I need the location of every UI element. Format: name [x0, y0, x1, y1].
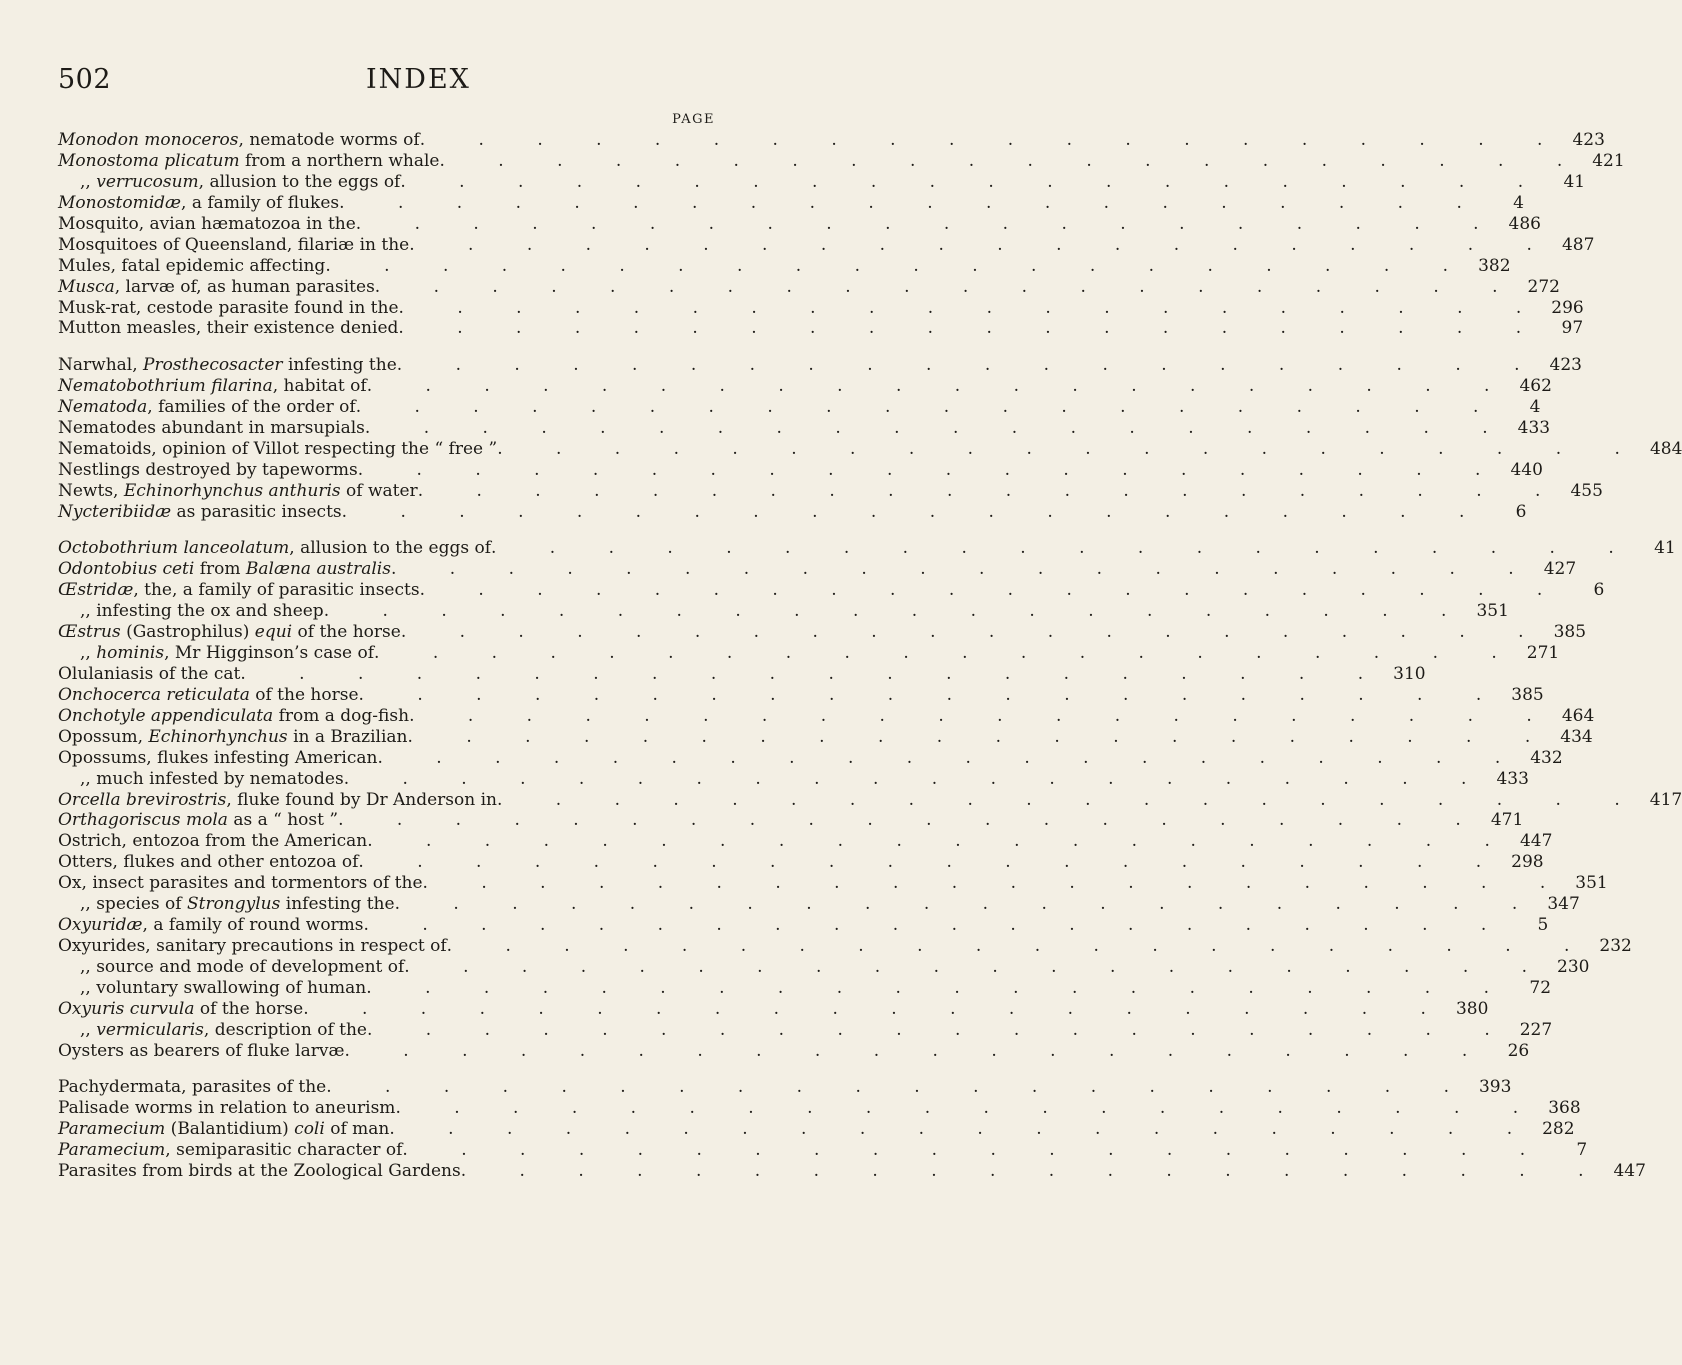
dot-leader: . . . . . . . . . . . . . . . . . . . . [419, 580, 1567, 601]
index-entry [58, 1119, 1575, 1140]
entry-text-segment: , nematode worms of [238, 130, 420, 150]
page-ref: 484 [1649, 438, 1682, 459]
dot-leader: . . . . . . . . . . . . . . . . . . . . [341, 501, 1489, 522]
entry-text-segment: of man [324, 1119, 390, 1140]
entry-text [58, 376, 367, 397]
index-entry [58, 1040, 1530, 1062]
index-entry [58, 130, 1605, 151]
dot-leader: . . . . . . . . . . . . . . . . . . . . [446, 936, 1594, 957]
running-head: INDEX [366, 64, 471, 95]
entry-text [58, 481, 418, 502]
index-entry [58, 480, 1603, 502]
dot-leader: . . . . . . . . . . . . . . . . . . . . [394, 894, 1542, 915]
index-entry [58, 234, 1595, 256]
entry-text-segment: , habitat of [272, 376, 367, 396]
entry-italic-term: Onchocerca reticulata [58, 684, 250, 705]
index-entry [58, 417, 1551, 439]
dot-leader: . . . . . . . . . . . . . . . . . . . . [326, 1077, 1473, 1098]
entry-italic-term: Monodon monoceros [58, 130, 239, 150]
page-ref: 230 [1557, 957, 1590, 977]
entry-text-segment: , the, a family of parasitic insects [133, 580, 420, 601]
entry-text-segment: from a northern whale [239, 150, 440, 171]
page-ref: 232 [1599, 936, 1632, 957]
entry-text [58, 151, 439, 172]
index-entry [58, 318, 1584, 339]
dot-leader: . . . . . . . . . . . . . . . . . . . . [358, 852, 1506, 873]
page-ref: 432 [1530, 747, 1563, 768]
entry-text [58, 643, 374, 664]
index-entry [58, 601, 1509, 622]
page-ref: 380 [1455, 998, 1489, 1019]
entry-italic-term: Oxyuris curvula [58, 998, 195, 1019]
entry-text [58, 397, 356, 418]
index-entry [58, 936, 1632, 957]
dot-leader: . . . . . . . . . . . . . . . . . . . . [422, 873, 1570, 894]
entry-italic-term: coli [294, 1119, 325, 1140]
index-entry [58, 642, 1560, 664]
dot-leader: . . . . . . . . . . . . . . . . . . . . [439, 150, 1587, 171]
entry-italic-term: vermicularis [96, 1019, 204, 1040]
entry-text-segment: Nestlings destroyed by tapeworms [58, 459, 358, 480]
entry-italic-term: Paramecium [58, 1119, 166, 1140]
dot-leader: . . . . . . . . . . . . . . . . . . . . [363, 915, 1511, 936]
entry-text [58, 1077, 326, 1098]
page-ref: 7 [1576, 1140, 1588, 1161]
entry-text [58, 601, 324, 622]
dot-leader: . . . . . . . . . . . . . . . . . . . . [325, 255, 1473, 276]
entry-text-segment: ,, source and mode of development of [80, 957, 405, 977]
page-ref: 385 [1511, 684, 1544, 705]
entry-italic-term: Orcella brevirostris [58, 789, 227, 810]
entry-text-segment: Nematodes abundant in marsupials [58, 417, 365, 438]
entry-text-segment: , Mr Higginson’s case of [164, 642, 375, 663]
dot-leader: . . . . . . . . . . . . . . . . . . . . [240, 663, 1388, 684]
index-entry [58, 396, 1541, 418]
entry-text [58, 831, 367, 852]
dot-leader: . . . . . . . . . . . . . . . . . . . . [409, 234, 1556, 255]
page-ref: 382 [1478, 255, 1511, 276]
entry-text [58, 790, 497, 811]
index-group [58, 1077, 1646, 1182]
index-entry [58, 873, 1608, 894]
index-entry [58, 768, 1529, 790]
dot-leader: . . . . . . . . . . . . . . . . . . . . [398, 297, 1546, 318]
entry-text [58, 298, 399, 319]
entry-text-segment: Opossum, [58, 726, 149, 747]
entry-text [58, 873, 423, 894]
page-ref: 6 [1593, 580, 1605, 601]
page-ref: 417 [1649, 789, 1682, 810]
page-ref: 487 [1561, 234, 1595, 255]
entry-text-segment: , a family of round worms [142, 915, 364, 936]
dot-leader: . . . . . . . . . . . . . . . . . . . . [367, 831, 1514, 852]
entry-text-segment: as parasitic insects [171, 501, 342, 522]
entry-text-segment: , families of the order of [147, 396, 356, 417]
entry-text [58, 915, 364, 936]
entry-text-segment: as a “ host ” [227, 810, 339, 831]
page-ref: 423 [1549, 355, 1582, 376]
entry-text [58, 355, 397, 376]
page-ref: 72 [1529, 977, 1552, 998]
entry-text-segment: of water [340, 480, 418, 501]
entry-text [58, 957, 404, 978]
entry-text [58, 769, 344, 790]
page-ref: 393 [1478, 1077, 1512, 1098]
index-entry [58, 171, 1586, 193]
index-entry [58, 726, 1593, 748]
index-entry [58, 894, 1580, 915]
entry-text [58, 580, 420, 601]
dot-leader: . . . . . . . . . . . . . . . . . . . . [339, 192, 1486, 213]
entry-italic-term: Monostomidæ [58, 192, 182, 213]
index-entry [58, 213, 1541, 235]
page-ref: 296 [1551, 297, 1584, 318]
index-entry [58, 438, 1682, 460]
entry-italic-term: Musca [58, 276, 115, 297]
entry-text-segment: Mosquitoes of Queensland, filariæ in the [58, 234, 410, 255]
index-entry [58, 580, 1605, 601]
entry-italic-term: Echinorhynchus [148, 726, 288, 747]
entry-italic-term: Octobothrium lanceolatum [58, 538, 290, 559]
dot-leader: . . . . . . . . . . . . . . . . . . . . [366, 376, 1514, 396]
entry-text [58, 130, 420, 151]
dot-leader: . . . . . . . . . . . . . . . . . . . . [407, 726, 1555, 747]
index-entry [58, 376, 1552, 397]
index-entry [58, 915, 1549, 936]
entry-text-segment: Parasites from birds at the Zoological Gardens [58, 1161, 461, 1182]
entry-text [58, 559, 391, 580]
entry-text [58, 277, 375, 298]
index-entry [58, 747, 1563, 769]
page-ref: 455 [1570, 480, 1603, 501]
entry-text-segment: Pachydermata, parasites of the [58, 1077, 327, 1098]
page-ref: 298 [1511, 852, 1544, 873]
entry-italic-term: Odontobius ceti [58, 559, 195, 580]
index-entry [58, 977, 1552, 999]
index-entry [58, 297, 1584, 319]
entry-text-segment: ,, voluntary swallowing of human [80, 977, 367, 998]
entry-italic-term: Œstrus [58, 622, 121, 642]
page-ref: 471 [1490, 810, 1524, 831]
index-entry [58, 1019, 1553, 1041]
entry-text-segment: Mutton measles, their existence denied [58, 318, 399, 339]
index-entry [58, 684, 1544, 706]
dot-leader: . . . . . . . . . . . . . . . . . . . . [343, 768, 1491, 789]
entry-text [58, 1119, 389, 1140]
entry-text [58, 460, 358, 481]
index-entry [58, 559, 1577, 580]
page-ref: 227 [1519, 1019, 1553, 1040]
entry-text-segment: Ostrich, entozoa from the American [58, 831, 368, 852]
entry-text-segment: , semiparasitic character of [165, 1140, 403, 1161]
entry-text [58, 852, 358, 873]
page-ref: 271 [1526, 642, 1560, 663]
entry-italic-term: Orthagoriscus mola [58, 810, 228, 831]
index-entry [58, 789, 1682, 811]
entry-text-segment: , a family of flukes [181, 192, 340, 213]
entry-text [58, 727, 408, 748]
dot-leader: . . . . . . . . . . . . . . . . . . . . [344, 1040, 1492, 1061]
entry-italic-term: Onchotyle appendiculata [58, 705, 274, 726]
dot-leader: . . . . . . . . . . . . . . . . . . . . [366, 977, 1514, 998]
dot-leader: . . . . . . . . . . . . . . . . . . . . [390, 559, 1538, 580]
entry-text [58, 235, 409, 256]
entry-italic-term: Strongylus [186, 894, 281, 915]
page-ref: 97 [1561, 318, 1584, 339]
entry-text-segment: (Gastrophilus) [120, 622, 255, 642]
index-group [58, 355, 1682, 523]
entry-text [58, 706, 409, 727]
dot-leader: . . . . . . . . . . . . . . . . . . . . [377, 747, 1525, 768]
page-ref: 447 [1613, 1161, 1646, 1182]
entry-text [58, 318, 398, 339]
entry-text [58, 1041, 344, 1062]
dot-leader: . . . . . . . . . . . . . . . . . . . . [389, 1119, 1537, 1140]
entry-italic-term: Nematoda [58, 396, 148, 417]
entry-text-segment: ,, [80, 1019, 97, 1040]
entry-text [58, 538, 491, 559]
entry-italic-term: Nycteribiidæ [58, 501, 172, 522]
entry-text-segment: in a Brazilian [287, 726, 408, 747]
entry-text [58, 810, 338, 831]
entry-text [58, 172, 400, 193]
entry-text-segment: infesting the [282, 355, 397, 376]
dot-leader: . . . . . . . . . . . . . . . . . . . . [398, 318, 1546, 339]
index-entry [58, 1140, 1588, 1161]
dot-leader: . . . . . . . . . . . . . . . . . . . . [374, 276, 1522, 297]
page-ref: 4 [1513, 192, 1524, 213]
page-ref: 447 [1519, 831, 1553, 852]
index-entry [58, 255, 1511, 277]
entry-italic-term: verrucosum [96, 171, 199, 192]
page-ref: 272 [1527, 276, 1560, 297]
dot-leader: . . . . . . . . . . . . . . . . . . . . [355, 213, 1503, 234]
dot-leader: . . . . . . . . . . . . . . . . . . . . [402, 1140, 1550, 1161]
dot-leader: . . . . . . . . . . . . . . . . . . . . [460, 1161, 1608, 1182]
index-entry [58, 705, 1595, 727]
index-entry [58, 852, 1544, 873]
page-ref: 282 [1542, 1119, 1575, 1140]
entry-text-segment: Opossums, flukes infesting American [58, 747, 378, 768]
entry-text [58, 1161, 461, 1182]
entry-italic-term: equi [254, 622, 293, 642]
dot-leader: . . . . . . . . . . . . . . . . . . . . [323, 601, 1471, 622]
entry-text-segment: Narwhal, [58, 355, 144, 376]
dot-leader: . . . . . . . . . . . . . . . . . . . . [497, 438, 1644, 459]
dot-leader: . . . . . . . . . . . . . . . . . . . . [338, 810, 1485, 831]
page-ref: 423 [1572, 130, 1605, 150]
entry-text [58, 256, 325, 277]
entry-text-segment: Oysters as bearers of fluke larvæ [58, 1040, 345, 1061]
entry-text-segment: , description of the [203, 1019, 367, 1040]
entry-italic-term: Prosthecosacter [143, 355, 283, 376]
index-group [58, 130, 1625, 339]
index-entry [58, 538, 1676, 559]
entry-text-segment: , fluke found by Dr Anderson in [226, 789, 497, 810]
entry-italic-term: Œstridæ [58, 580, 134, 601]
index-entry [58, 1098, 1581, 1119]
entry-italic-term: Paramecium [58, 1140, 166, 1161]
entry-text [58, 664, 240, 685]
entry-text-segment: of the horse [249, 684, 359, 705]
entry-text [58, 748, 377, 769]
index-entry [58, 501, 1527, 523]
page-ref: 4 [1529, 396, 1541, 417]
index-entry [58, 459, 1543, 481]
page-ref: 41 [1654, 538, 1676, 559]
index-entries [58, 130, 1682, 1198]
dot-leader: . . . . . . . . . . . . . . . . . . . . [364, 417, 1512, 438]
dot-leader: . . . . . . . . . . . . . . . . . . . . [374, 642, 1521, 663]
entry-text [58, 1098, 395, 1119]
entry-text-segment: ,, species of [80, 894, 187, 915]
entry-text [58, 936, 447, 957]
entry-text-segment: , larvæ of, as human parasites [114, 276, 375, 297]
entry-text-segment: Otters, flukes and other entozoa of [58, 852, 359, 873]
entry-text-segment: Musk-rat, cestode parasite found in the [58, 297, 399, 318]
dot-leader: . . . . . . . . . . . . . . . . . . . . [355, 396, 1503, 417]
entry-text-segment: infesting the [280, 894, 395, 915]
entry-italic-term: Oxyuridæ [58, 915, 143, 936]
entry-text-segment: ,, infesting the ox and sheep [80, 601, 324, 622]
index-entry [58, 355, 1582, 376]
entry-text [58, 1140, 402, 1161]
entry-text [58, 978, 366, 999]
entry-text [58, 999, 303, 1020]
entry-text [58, 439, 497, 460]
index-entry [58, 1161, 1646, 1182]
entry-text-segment: Oxyurides, sanitary precautions in respect of [58, 936, 447, 957]
entry-text-segment: of the horse [292, 622, 401, 642]
entry-text [58, 502, 342, 523]
page-number: 502 [58, 64, 112, 95]
entry-text [58, 193, 339, 214]
page-ref: 5 [1537, 915, 1549, 936]
entry-text-segment: Mules, fatal epidemic affecting [58, 255, 326, 276]
dot-leader: . . . . . . . . . . . . . . . . . . . . [303, 998, 1450, 1019]
page-ref: 368 [1548, 1098, 1581, 1119]
dot-leader: . . . . . . . . . . . . . . . . . . . . [400, 622, 1548, 642]
entry-text [58, 214, 356, 235]
page-ref: 421 [1592, 150, 1625, 171]
page-ref: 433 [1496, 768, 1529, 789]
index-entry [58, 810, 1524, 831]
dot-leader: . . . . . . . . . . . . . . . . . . . . [404, 957, 1552, 977]
page-ref: 427 [1543, 559, 1577, 580]
dot-leader: . . . . . . . . . . . . . . . . . . . . [400, 171, 1548, 192]
dot-leader: . . . . . . . . . . . . . . . . . . . . [419, 130, 1567, 150]
index-entry [58, 192, 1524, 214]
entry-text-segment: , allusion to the eggs of [198, 171, 401, 192]
dot-leader: . . . . . . . . . . . . . . . . . . . . [497, 789, 1644, 810]
index-entry [58, 998, 1489, 1020]
entry-italic-term: Nematobothrium filarina [58, 376, 273, 396]
dot-leader: . . . . . . . . . . . . . . . . . . . . [395, 1098, 1543, 1119]
entry-text [58, 685, 359, 706]
entry-text [58, 622, 401, 643]
index-entry [58, 663, 1426, 685]
dot-leader: . . . . . . . . . . . . . . . . . . . . [409, 705, 1556, 726]
page-ref: 26 [1507, 1040, 1530, 1061]
entry-text [58, 1020, 367, 1041]
entry-italic-term: Balæna australis [245, 559, 391, 580]
entry-text-segment: , allusion to the eggs of [289, 538, 491, 559]
index-entry [58, 150, 1625, 172]
index-entry [58, 1077, 1512, 1098]
page-ref: 347 [1547, 894, 1580, 915]
entry-text-segment: ,, much infested by nematodes [80, 768, 344, 789]
dot-leader: . . . . . . . . . . . . . . . . . . . . [366, 1019, 1514, 1040]
page-ref: 41 [1563, 171, 1586, 192]
index-entry [58, 831, 1553, 852]
entry-text-segment: of the horse [194, 998, 304, 1019]
entry-italic-term: hominis [96, 642, 165, 663]
entry-text-segment: ,, [80, 171, 97, 192]
page-ref: 434 [1560, 726, 1593, 747]
entry-text-segment: Olulaniasis of the cat [58, 663, 241, 684]
index-entry [58, 622, 1587, 643]
entry-text-segment: from a dog-fish [273, 705, 410, 726]
entry-text-segment: from [194, 559, 246, 580]
entry-text [58, 894, 395, 915]
page-ref: 440 [1510, 459, 1543, 480]
entry-text-segment: Palisade worms in relation to aneurism [58, 1098, 396, 1119]
dot-leader: . . . . . . . . . . . . . . . . . . . . [491, 538, 1638, 559]
entry-text [58, 418, 365, 439]
dot-leader: . . . . . . . . . . . . . . . . . . . . [396, 355, 1544, 376]
entry-text-segment: Ox, insect parasites and tormentors of the [58, 873, 423, 894]
page-column-label: PAGE [672, 112, 715, 127]
entry-text-segment: (Balantidium) [165, 1119, 295, 1140]
page-ref: 464 [1561, 705, 1595, 726]
dot-leader: . . . . . . . . . . . . . . . . . . . . [358, 684, 1506, 705]
index-entry [58, 957, 1590, 978]
page-ref: 433 [1517, 417, 1551, 438]
page-ref: 6 [1515, 501, 1527, 522]
entry-text-segment: ,, [80, 642, 97, 663]
index-entry [58, 276, 1560, 298]
dot-leader: . . . . . . . . . . . . . . . . . . . . [417, 480, 1565, 501]
entry-text-segment: Newts, [58, 480, 124, 501]
page-ref: 351 [1575, 873, 1608, 894]
page-ref: 385 [1553, 622, 1587, 642]
entry-italic-term: Monostoma plicatum [58, 150, 240, 171]
page-ref: 351 [1476, 601, 1509, 622]
dot-leader: . . . . . . . . . . . . . . . . . . . . [357, 459, 1505, 480]
page-ref: 462 [1519, 376, 1552, 396]
page-ref: 486 [1508, 213, 1541, 234]
index-group [58, 538, 1682, 1061]
entry-italic-term: Echinorhynchus anthuris [123, 480, 341, 501]
entry-text-segment: Nematoids, opinion of Villot respecting the “ free ” [58, 438, 498, 459]
page-ref: 310 [1393, 663, 1426, 684]
entry-text-segment: Mosquito, avian hæmatozoa in the [58, 213, 356, 234]
